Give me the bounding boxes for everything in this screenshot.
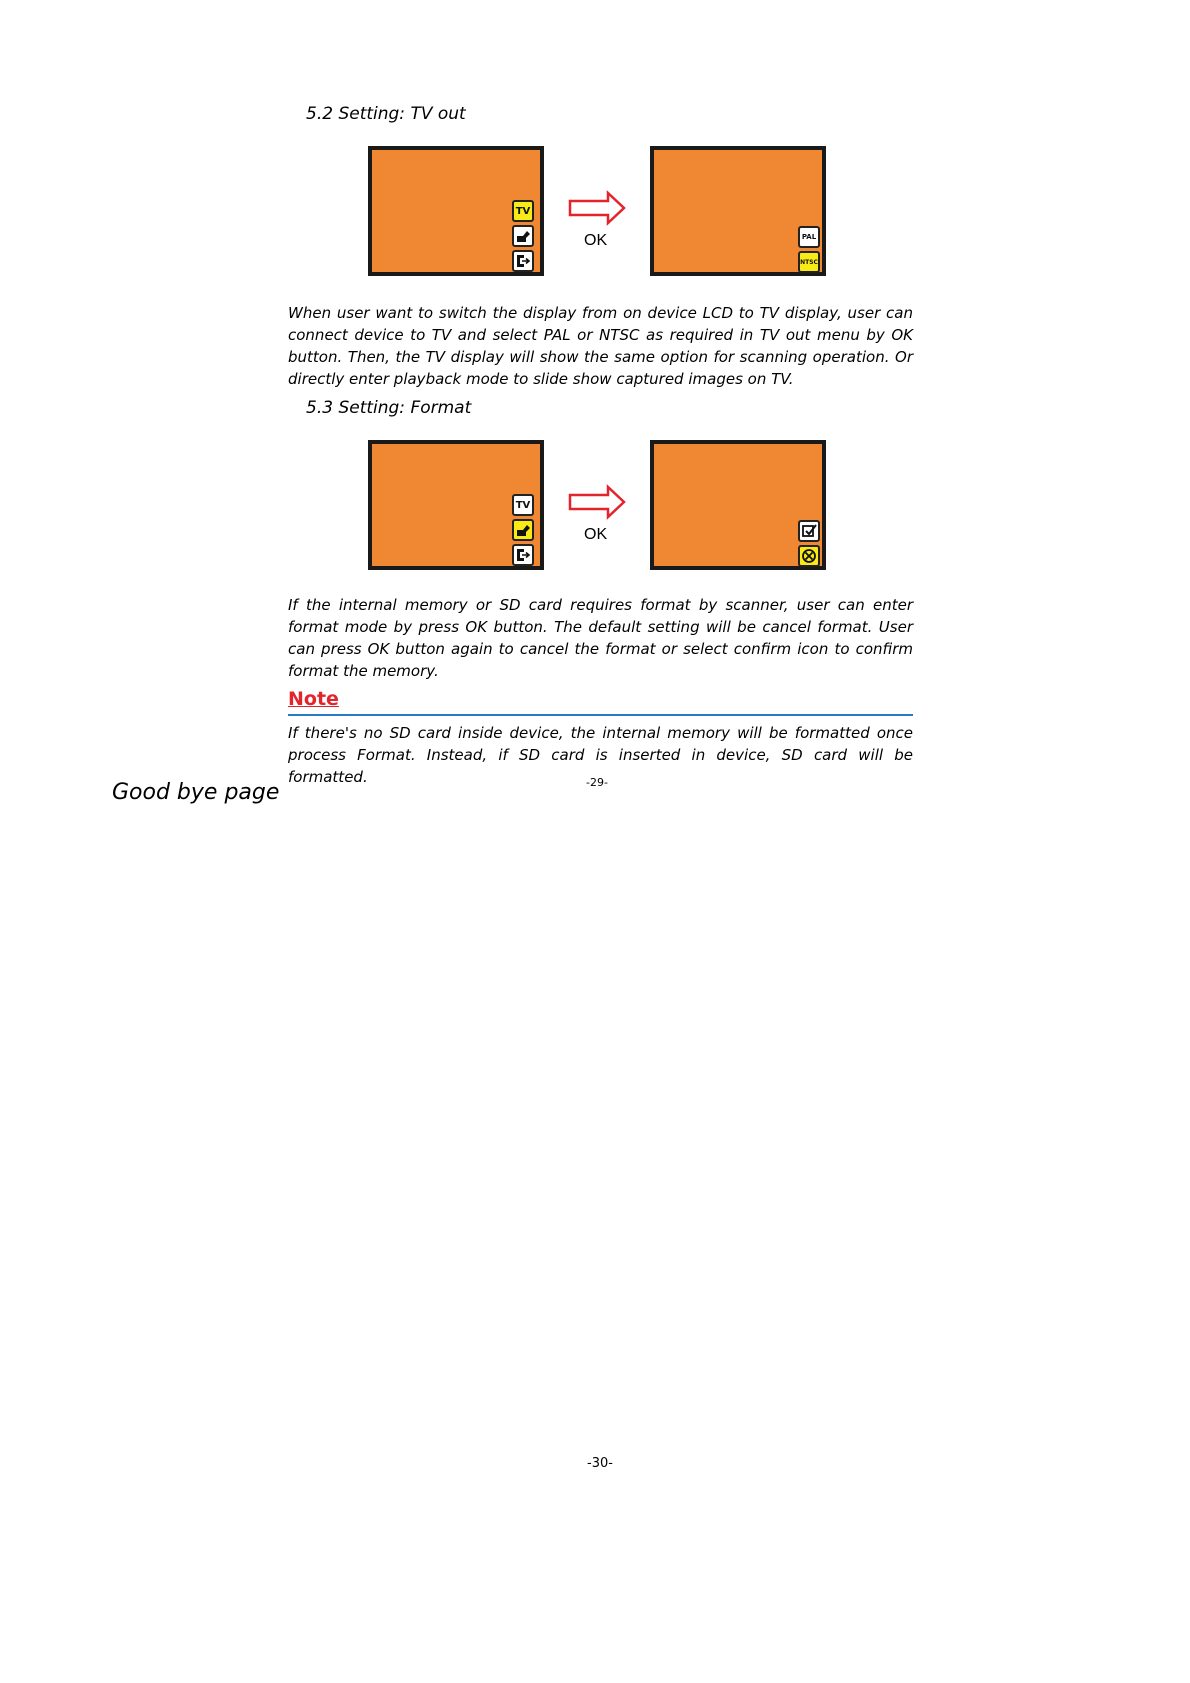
section-title-format: 5.3 Setting: Format: [306, 398, 472, 418]
pal-option: PAL: [798, 226, 820, 248]
right-arrow-icon: [568, 484, 628, 520]
right-arrow-icon: [568, 190, 628, 226]
ok-label-tv: OK: [584, 232, 608, 249]
confirm-icon: [798, 520, 820, 542]
pal-ntsc-screen: [650, 146, 826, 276]
format-confirm-screen: [650, 440, 826, 570]
format-icon: [512, 519, 534, 541]
format-icon: [512, 225, 534, 247]
page-number-upper: -29-: [586, 776, 608, 789]
tv-out-menu-screen: [368, 146, 544, 276]
cancel-icon: [798, 545, 820, 567]
format-menu-screen: [368, 440, 544, 570]
tv-icon: TV: [512, 200, 534, 222]
format-paragraph: If the internal memory or SD card requires format by scanner, user can enter format mode by press OK button. The default setting will be cancel format. User can press OK button again to cancel the format or select confirm icon to confirm format the memory.: [288, 596, 913, 680]
exit-icon: [512, 250, 534, 272]
note-title: Note: [288, 688, 339, 710]
ntsc-option: NTSC: [798, 251, 820, 273]
tv-icon: TV: [512, 494, 534, 516]
exit-icon: [512, 544, 534, 566]
goodbye-title: Good bye page: [112, 780, 280, 805]
ok-label-format: OK: [584, 526, 608, 543]
note-divider: [288, 714, 913, 716]
section-title-tv-out: 5.2 Setting: TV out: [306, 104, 466, 124]
tv-out-paragraph: When user want to switch the display from on device LCD to TV display, user can connect device to TV and select PAL or NTSC as required in TV out menu by OK button. Then, the TV display will show the same option for scanning operation. Or directly enter playback mode to slide show captured images on TV.: [288, 304, 913, 388]
page-number-lower: -30-: [587, 1456, 613, 1471]
note-paragraph: If there's no SD card inside device, the internal memory will be formatted once process Format. Instead, if SD card is inserted in device, SD card will be formatted.: [288, 724, 913, 786]
